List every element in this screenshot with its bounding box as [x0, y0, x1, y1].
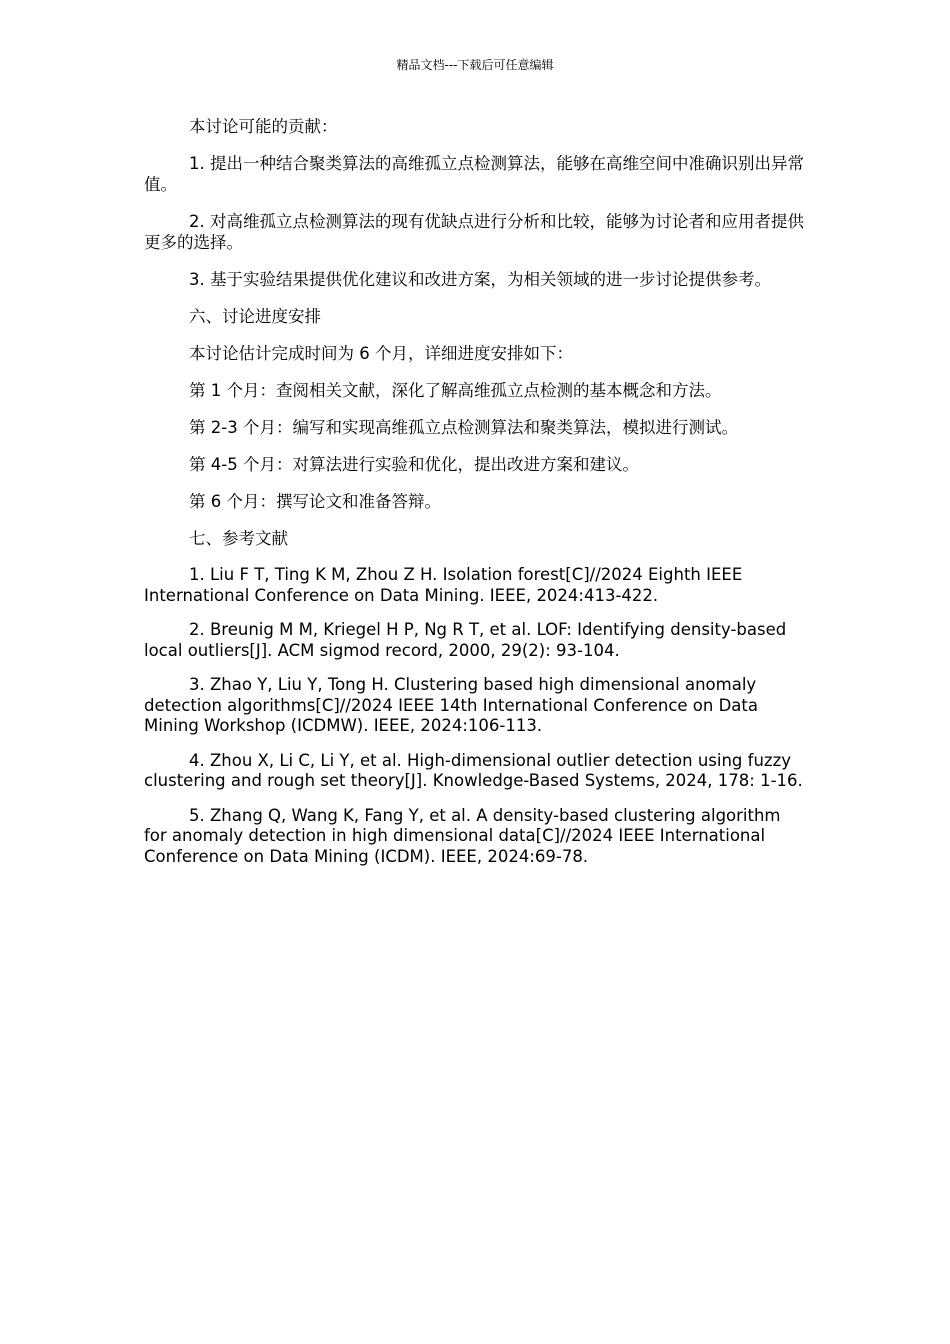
schedule-item: 第 2-3 个月：编写和实现高维孤立点检测算法和聚类算法，模拟进行测试。	[189, 418, 738, 437]
schedule-item: 第 6 个月：撰写论文和准备答辩。	[189, 492, 441, 511]
reference-item: 2. Breunig M M, Kriegel H P, Ng R T, et al. LOF: Identifying density-based local outliers[J]. ACM sigmod record, 2000, 29(2): 93-104.	[144, 620, 787, 660]
page-header: 精品文档---下载后可任意编辑	[396, 58, 554, 72]
schedule-intro: 本讨论估计完成时间为 6 个月，详细进度安排如下：	[189, 344, 573, 363]
contribution-item: 1. 提出一种结合聚类算法的高维孤立点检测算法，能够在高维空间中准确识别出异常值。	[144, 154, 804, 194]
reference-item: 1. Liu F T, Ting K M, Zhou Z H. Isolation forest[C]//2024 Eighth IEEE International Conference on Data Mining. IEEE, 2024:413-422.	[144, 565, 743, 605]
document-body	[144, 116, 808, 881]
contribution-item: 3. 基于实验结果提供优化建议和改进方案，为相关领域的进一步讨论提供参考。	[189, 270, 771, 289]
contribution-item: 2. 对高维孤立点检测算法的现有优缺点进行分析和比较，能够为讨论者和应用者提供更多的选择。	[144, 212, 804, 252]
reference-item: 4. Zhou X, Li C, Li Y, et al. High-dimensional outlier detection using fuzzy clustering and rough set theory[J]. Knowledge-Based Systems, 2024, 178: 1-16.	[144, 750, 803, 790]
references-heading: 七、参考文献	[189, 529, 288, 548]
schedule-heading: 六、讨论进度安排	[189, 307, 321, 326]
contributions-intro: 本讨论可能的贡献：	[189, 117, 338, 136]
schedule-item: 第 1 个月：查阅相关文献，深化了解高维孤立点检测的基本概念和方法。	[189, 381, 722, 400]
schedule-item: 第 4-5 个月：对算法进行实验和优化，提出改进方案和建议。	[189, 455, 639, 474]
reference-item: 3. Zhao Y, Liu Y, Tong H. Clustering based high dimensional anomaly detection algorithms[C]//2024 IEEE 14th International Conference on Data Mining Workshop (ICDMW). IEEE, 2024:106-113.	[144, 675, 758, 735]
reference-item: 5. Zhang Q, Wang K, Fang Y, et al. A density-based clustering algorithm for anomaly detection in high dimensional data[C]//2024 IEEE International Conference on Data Mining (ICDM). IEEE, 2024:69-78.	[144, 805, 781, 866]
